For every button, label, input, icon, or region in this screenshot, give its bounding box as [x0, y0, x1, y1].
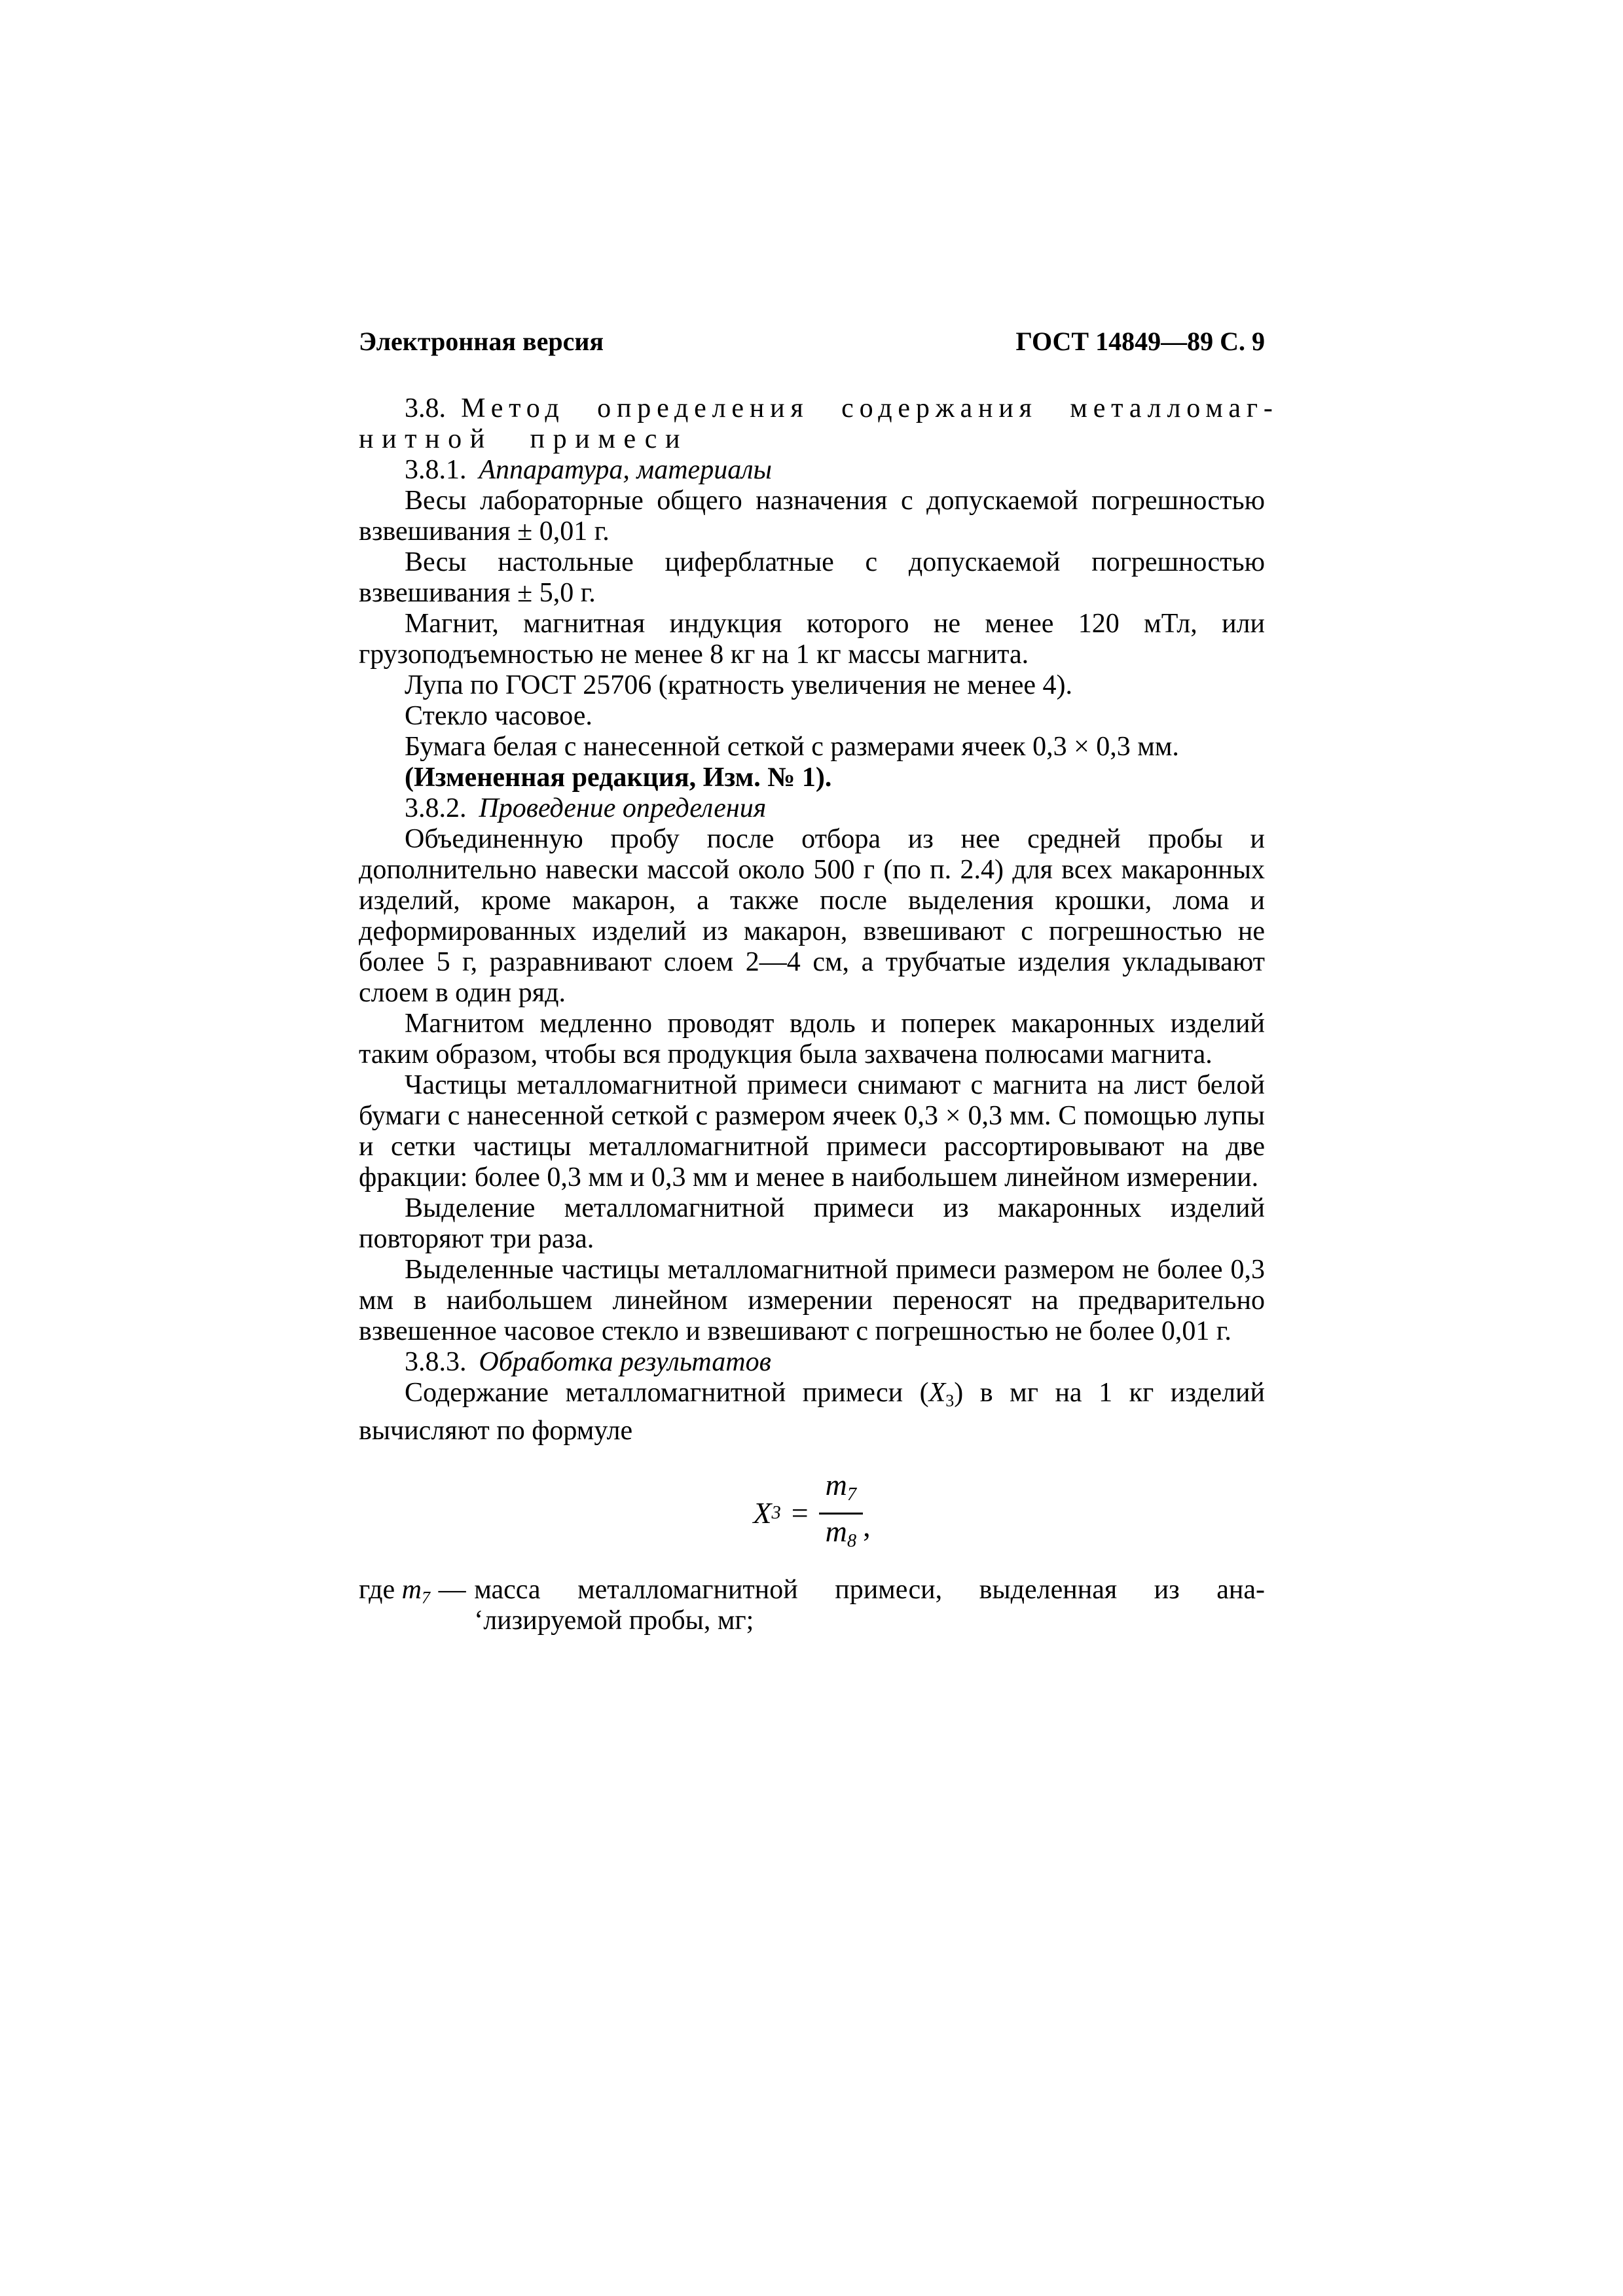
result-variable: X — [928, 1378, 946, 1408]
paragraph-amended-edition: (Измененная редакция, Изм. № 1). — [405, 762, 832, 793]
section-number: 3.8. — [405, 393, 446, 423]
paragraph-particles-sorting: Частицы металломагнитной примеси снимают с магнита на лист белой бумаги с нанесенной сеткой с размером ячеек 0,3 × 0,3 мм. С помощью лупы и сетки частицы металломагнитной примеси рассортировывают на две фракции: более 0,3 мм и 0,3 мм и менее в наибольшем линейном измерении. — [359, 1070, 1265, 1193]
section-heading-line1 — [359, 393, 1279, 424]
where-variable: m — [401, 1575, 422, 1605]
where-definition-line1: масса металломагнитной примеси, выделенная из ана- — [474, 1575, 1265, 1605]
fraction-numerator — [819, 1469, 864, 1510]
formula-lhs-variable: X — [753, 1496, 772, 1530]
numerator-subscript: 7 — [847, 1484, 857, 1505]
subsection-title: Обработка результатов — [479, 1347, 771, 1377]
formula-lhs-subscript: 3 — [771, 1502, 781, 1523]
where-definition-line2: ‘лизируемой пробы, мг; — [474, 1605, 754, 1636]
subsection-3-8-1 — [359, 455, 1265, 486]
where-definition — [474, 1575, 1265, 1636]
where-variable-subscript: 7 — [422, 1588, 431, 1607]
subsection-title: Аппаратура, материалы — [479, 455, 772, 485]
denominator-variable: m — [825, 1514, 847, 1548]
paragraph-magnet-pass: Магнитом медленно проводят вдоль и поперек макаронных изделий таким образом, чтобы вся продукция была захвачена полюсами магнита. — [359, 1009, 1265, 1069]
where-lead — [359, 1575, 474, 1636]
denominator-subscript: 8 — [847, 1530, 857, 1551]
subsection-3-8-2 — [359, 793, 1265, 824]
formula-fraction — [819, 1469, 864, 1556]
subsection-number: 3.8.1. — [405, 455, 467, 485]
header-left-label: Электронная версия — [359, 327, 604, 356]
numerator-variable: m — [825, 1467, 847, 1501]
paragraph-repeat-three-times: Выделение металломагнитной примеси из макаронных изделий повторяют три раза. — [359, 1193, 1265, 1254]
where-dash: — — [438, 1575, 466, 1605]
fraction-denominator — [819, 1513, 864, 1556]
section-title-part1: Метод определения содержания металломаг- — [461, 393, 1279, 423]
paragraph-loupe: Лупа по ГОСТ 25706 (кратность увеличения не менее 4). — [405, 670, 1073, 700]
formula-x3 — [359, 1463, 1265, 1562]
paragraph-watch-glass: Стекло часовое. — [405, 701, 593, 731]
subsection-title: Проведение определения — [479, 793, 767, 823]
subsection-number: 3.8.2. — [405, 793, 467, 823]
paragraph-final-weighing: Выделенные частицы металломагнитной примеси размером не более 0,3 мм в наибольшем линейном измерении переносят на предварительно взвешенное часовое стекло и взвешивают с погрешностью не более 0,01 г. — [359, 1255, 1265, 1346]
paragraph-result-intro — [359, 1378, 1265, 1446]
paragraph-grid-paper: Бумага белая с нанесенной сеткой с размерами ячеек 0,3 × 0,3 мм. — [405, 732, 1179, 762]
paragraph-scales-lab: Весы лабораторные общего назначения с допускаемой погрешностью взвешивания ± 0,01 г. — [359, 486, 1265, 547]
result-intro-text-pre: Содержание металломагнитной примеси ( — [405, 1378, 929, 1408]
result-variable-subscript: 3 — [945, 1391, 955, 1410]
page-content — [359, 326, 1279, 1636]
section-heading-3-8 — [359, 393, 1279, 455]
where-clause — [359, 1575, 1265, 1636]
where-intro: где — [359, 1575, 402, 1605]
section-title-part2: нитной примеси — [359, 424, 689, 454]
subsection-number: 3.8.3. — [405, 1347, 467, 1377]
subsection-3-8-3 — [359, 1347, 1265, 1378]
formula-comma: , — [863, 1509, 871, 1543]
page-header — [359, 326, 1265, 357]
paragraph-combined-sample: Объединенную пробу после отбора из нее средней пробы и дополнительно навески массой около 500 г (по п. 2.4) для всех макаронных изделий, кроме макарон, а также после выделения крошки, лома и деформированных изделий из макарон, взвешивают с погрешностью не более 5 г, разравнивают слоем 2—4 см, а трубчатые изделия укладывают слоем в один ряд. — [359, 824, 1265, 1008]
result-intro-text-post: ) в мг на 1 кг изделий вычисляют по формуле — [359, 1378, 1265, 1446]
paragraph-magnet: Магнит, магнитная индукция которого не менее 120 мТл, или грузоподъемностью не менее 8 кг на 1 кг массы магнита. — [359, 609, 1265, 670]
header-right-gost-number: ГОСТ 14849—89 С. 9 — [1015, 327, 1265, 356]
paragraph-scales-table: Весы настольные циферблатные с допускаемой погрешностью взвешивания ± 5,0 г. — [359, 547, 1265, 608]
equals-sign: = — [791, 1496, 809, 1530]
